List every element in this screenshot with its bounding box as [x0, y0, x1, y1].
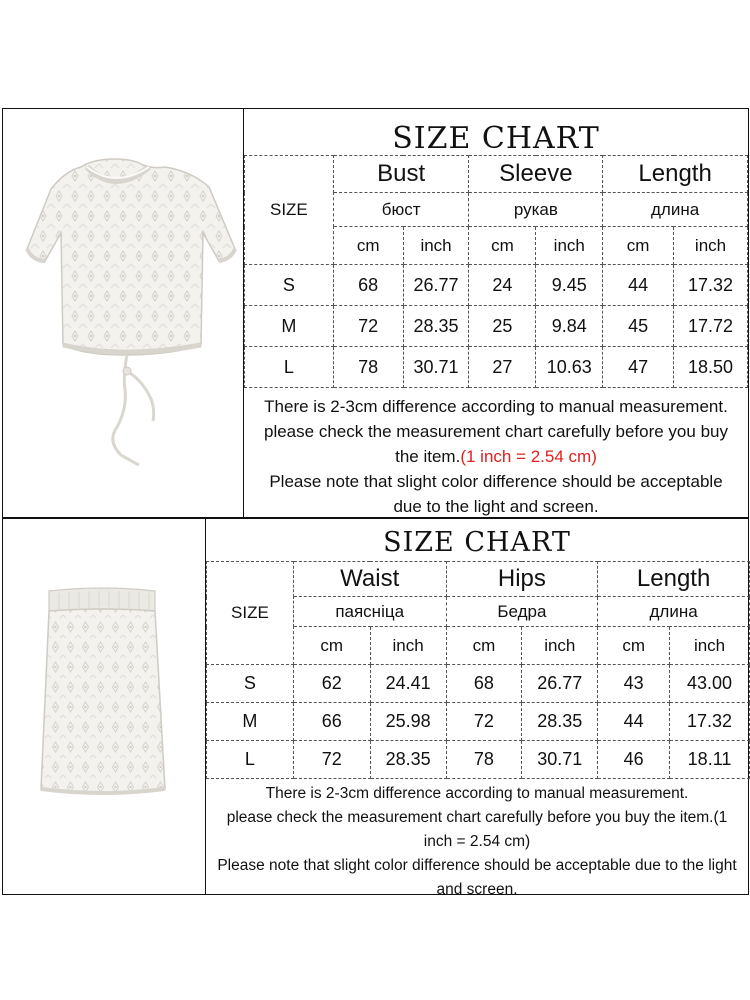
table-cell: 27 [469, 347, 536, 388]
table-cell: 28.35 [403, 306, 469, 347]
top-size-panel [2, 108, 749, 518]
unit-cm: cm [293, 627, 370, 665]
skirt-size-panel [2, 518, 749, 898]
unit-inch: inch [536, 227, 603, 265]
table-cell: 30.71 [522, 741, 598, 779]
unit-inch: inch [370, 627, 446, 665]
table-cell: L [207, 741, 294, 779]
note-line: Please note that slight color difference should be acceptable due to the light [217, 857, 737, 874]
unit-inch: inch [670, 627, 750, 665]
skirt-size-table [206, 561, 750, 779]
waist-header: Waist [293, 562, 446, 597]
table-cell: 17.32 [670, 703, 750, 741]
table-cell: M [207, 703, 294, 741]
table-cell: 47 [603, 347, 674, 388]
hips-header: Hips [446, 562, 598, 597]
table-row [207, 703, 750, 741]
length-header: Length [603, 156, 748, 193]
size-column-header: SIZE [207, 562, 294, 665]
table-cell: 17.32 [674, 265, 748, 306]
knit-skirt-image [3, 519, 205, 896]
table-cell: 72 [293, 741, 370, 779]
table-row [207, 741, 750, 779]
top-chart-title: SIZE CHART [392, 121, 600, 156]
unit-cm: cm [603, 227, 674, 265]
hips-header-ru: Бедра [446, 597, 598, 627]
length-header-ru: длина [603, 193, 748, 227]
bust-header: Bust [333, 156, 469, 193]
unit-inch: inch [674, 227, 748, 265]
note-line: inch = 2.54 cm) [423, 833, 531, 850]
unit-cm: cm [469, 227, 536, 265]
table-cell: 25.98 [370, 703, 446, 741]
skirt-photo-cell [3, 519, 206, 894]
table-cell: 24 [469, 265, 536, 306]
note-line: please check the measurement chart carefully before you buy the item.(1 [226, 809, 728, 826]
table-cell: 44 [598, 703, 670, 741]
table-cell: 43.00 [670, 665, 750, 703]
table-cell: 26.77 [403, 265, 469, 306]
table-cell: 9.45 [536, 265, 603, 306]
unit-inch: inch [403, 227, 469, 265]
skirt-measurement-note [206, 782, 748, 902]
table-cell: 28.35 [522, 703, 598, 741]
note-line [244, 444, 748, 469]
top-size-table [244, 155, 748, 388]
table-row [207, 665, 750, 703]
table-cell: 72 [446, 703, 522, 741]
note-line: due to the light and screen. [393, 497, 599, 516]
sleeve-header-ru: рукав [469, 193, 603, 227]
table-cell: L [245, 347, 334, 388]
note-line: Please note that slight color difference should be acceptable [269, 472, 723, 491]
unit-cm: cm [598, 627, 670, 665]
top-size-chart [244, 109, 748, 517]
table-row [245, 347, 748, 388]
table-cell: 24.41 [370, 665, 446, 703]
top-photo-cell [3, 109, 244, 517]
inch-conversion-note: (1 inch = 2.54 cm) [460, 447, 597, 466]
table-cell: 68 [446, 665, 522, 703]
table-cell: 43 [598, 665, 670, 703]
table-cell: 78 [446, 741, 522, 779]
table-cell: 18.11 [670, 741, 750, 779]
table-cell: 10.63 [536, 347, 603, 388]
table-cell: 44 [603, 265, 674, 306]
table-cell: 78 [333, 347, 403, 388]
table-cell: 9.84 [536, 306, 603, 347]
waist-header-ru: паясніца [293, 597, 446, 627]
skirt-size-chart [206, 519, 748, 898]
table-cell: 45 [603, 306, 674, 347]
unit-cm: cm [446, 627, 522, 665]
bust-header-ru: бюст [333, 193, 469, 227]
table-cell: S [245, 265, 334, 306]
table-cell: 62 [293, 665, 370, 703]
table-cell: S [207, 665, 294, 703]
unit-inch: inch [522, 627, 598, 665]
table-cell: 26.77 [522, 665, 598, 703]
note-line: There is 2-3cm difference according to manual measurement. [264, 397, 728, 416]
table-cell: 72 [333, 306, 403, 347]
table-header-row [245, 156, 748, 193]
knit-top-image [3, 109, 243, 519]
unit-cm: cm [333, 227, 403, 265]
table-row [245, 306, 748, 347]
table-cell: 28.35 [370, 741, 446, 779]
length-header: Length [598, 562, 750, 597]
table-cell: 68 [333, 265, 403, 306]
top-measurement-note [244, 394, 748, 519]
table-cell: 66 [293, 703, 370, 741]
skirt-chart-title: SIZE CHART [383, 527, 571, 558]
table-cell: 25 [469, 306, 536, 347]
table-cell: 18.50 [674, 347, 748, 388]
sleeve-header: Sleeve [469, 156, 603, 193]
note-line: please check the measurement chart carefully before you buy [264, 422, 728, 441]
length-header-ru: длина [598, 597, 750, 627]
table-cell: M [245, 306, 334, 347]
table-cell: 17.72 [674, 306, 748, 347]
note-line: and screen. [436, 881, 518, 898]
table-cell: 46 [598, 741, 670, 779]
table-row [245, 265, 748, 306]
table-header-row [207, 562, 750, 597]
note-line: There is 2-3cm difference according to manual measurement. [265, 785, 689, 802]
size-column-header: SIZE [245, 156, 334, 265]
table-cell: 30.71 [403, 347, 469, 388]
note-text: the item. [395, 447, 461, 466]
